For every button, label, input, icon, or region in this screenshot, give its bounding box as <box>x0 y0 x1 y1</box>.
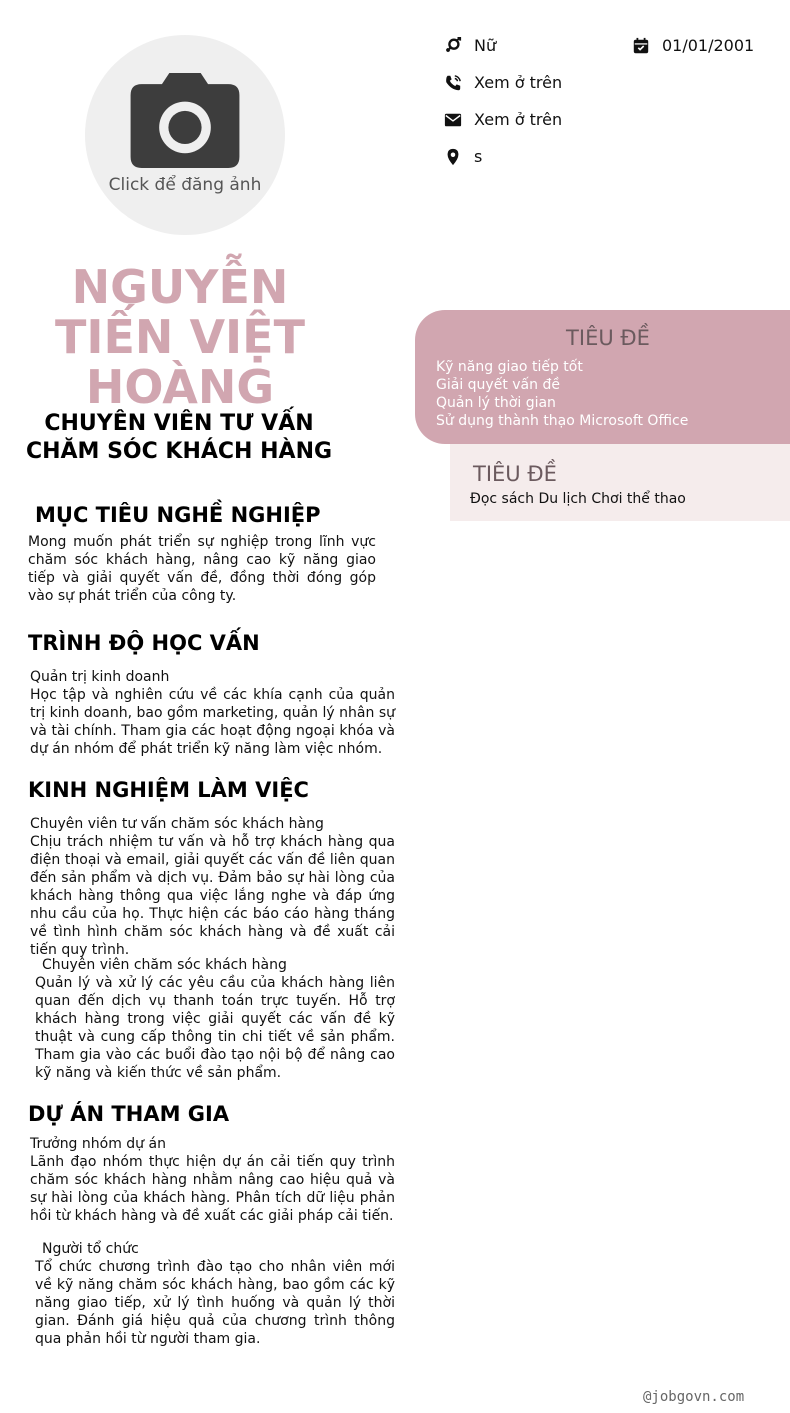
phone-field[interactable] <box>444 73 562 92</box>
name-line: HOÀNG <box>85 360 275 414</box>
name-line: TIẾN VIỆT <box>55 310 305 364</box>
hobbies-title: TIÊU ĐỀ <box>473 462 557 486</box>
address-field[interactable] <box>444 147 482 166</box>
skill-item: Quản lý thời gian <box>436 395 556 411</box>
email-value: Xem ở trên <box>474 110 563 129</box>
project-item-text[interactable]: Lãnh đạo nhóm thực hiện dự án cải tiến quy trình chăm sóc khách hàng nhằm nâng cao hiệu quả và sự hài lòng của khách hàng. Phân tích dữ liệu phản hồi từ khách hàng và đề xuất các giải pháp cải tiến. <box>30 1154 395 1224</box>
education-heading: TRÌNH ĐỘ HỌC VẤN <box>28 631 260 655</box>
education-item-title[interactable]: Quản trị kinh doanh <box>30 669 170 685</box>
phone-value: Xem ở trên <box>474 73 563 92</box>
education-item-text[interactable]: Học tập và nghiên cứu về các khía cạnh của quản trị kinh doanh, bao gồm marketing, quản lý nhân sự và tài chính. Tham gia các hoạt động ngoại khóa và dự án nhóm để phát triển kỹ năng làm việc nhóm. <box>30 687 395 757</box>
hobbies-panel[interactable] <box>450 444 790 521</box>
avatar-upload-label: Click để đăng ảnh <box>108 175 262 195</box>
footer-watermark: @jobgovn.com <box>643 1389 745 1405</box>
skills-panel[interactable] <box>415 310 790 444</box>
projects-heading: DỰ ÁN THAM GIA <box>28 1102 230 1126</box>
skills-list <box>436 358 688 430</box>
skill-item: Kỹ năng giao tiếp tốt <box>436 359 583 375</box>
address-value: s <box>474 147 483 166</box>
phone-icon <box>444 74 462 92</box>
email-field[interactable] <box>444 110 562 129</box>
job-title <box>20 410 338 466</box>
gender-value: Nữ <box>474 36 497 55</box>
avatar-upload[interactable] <box>85 35 285 235</box>
objective-heading: MỤC TIÊU NGHỀ NGHIỆP <box>35 503 321 527</box>
objective-text[interactable]: Mong muốn phát triển sự nghiệp trong lĩnh vực chăm sóc khách hàng, nâng cao kỹ năng giao tiếp và giải quyết vấn đề, đồng thời đóng góp vào sự phát triển của công ty. <box>28 534 376 604</box>
skill-item: Sử dụng thành thạo Microsoft Office <box>436 413 689 429</box>
experience-item-title[interactable]: Chuyên viên chăm sóc khách hàng <box>42 957 287 973</box>
dob-field[interactable] <box>632 36 754 55</box>
skill-item: Giải quyết vấn đề <box>436 377 560 393</box>
experience-item-title[interactable]: Chuyên viên tư vấn chăm sóc khách hàng <box>30 816 324 832</box>
project-item-title[interactable]: Người tổ chức <box>42 1241 139 1257</box>
skills-title: TIÊU ĐỀ <box>566 326 650 350</box>
candidate-name <box>40 262 320 412</box>
envelope-icon <box>444 111 462 129</box>
job-title-line: CHUYÊN VIÊN TƯ VẤN <box>44 411 314 436</box>
experience-item-text[interactable]: Quản lý và xử lý các yêu cầu của khách hàng liên quan đến dịch vụ thanh toán trực tuyến. Hỗ trợ khách hàng trong việc giải quyết các vấn đề kỹ thuật và cung cấp thông tin chi tiết về sản phẩm. Tham gia vào các buổi đào tạo nội bộ để nâng cao kỹ năng và kiến thức về sản phẩm. <box>35 975 395 1081</box>
calendar-icon <box>632 37 650 55</box>
camera-icon <box>126 73 244 168</box>
gender-field[interactable] <box>444 36 496 55</box>
gender-icon <box>444 37 462 55</box>
name-line: NGUYỄN <box>71 260 289 314</box>
job-title-line: CHĂM SÓC KHÁCH HÀNG <box>25 439 333 464</box>
experience-item-text[interactable]: Chịu trách nhiệm tư vấn và hỗ trợ khách hàng qua điện thoại và email, giải quyết các vấn đề liên quan đến sản phẩm và dịch vụ. Đảm bảo sự hài lòng của khách hàng thông qua việc lắng nghe và đáp ứng nhu cầu của họ. Thực hiện các báo cáo hàng tháng về tình hình chăm sóc khách hàng và đề xuất cải tiến quy trình. <box>30 834 395 958</box>
project-item-title[interactable]: Trưởng nhóm dự án <box>30 1136 166 1152</box>
dob-value: 01/01/2001 <box>662 36 755 55</box>
hobbies-text: Đọc sách Du lịch Chơi thể thao <box>470 491 686 507</box>
experience-heading: KINH NGHIỆM LÀM VIỆC <box>28 778 309 802</box>
project-item-text[interactable]: Tổ chức chương trình đào tạo cho nhân viên mới về kỹ năng chăm sóc khách hàng, bao gồm các kỹ năng giao tiếp, xử lý tình huống và quản lý thời gian. Đánh giá hiệu quả của chương trình thông qua phản hồi từ người tham gia. <box>35 1259 395 1347</box>
location-pin-icon <box>444 148 462 166</box>
